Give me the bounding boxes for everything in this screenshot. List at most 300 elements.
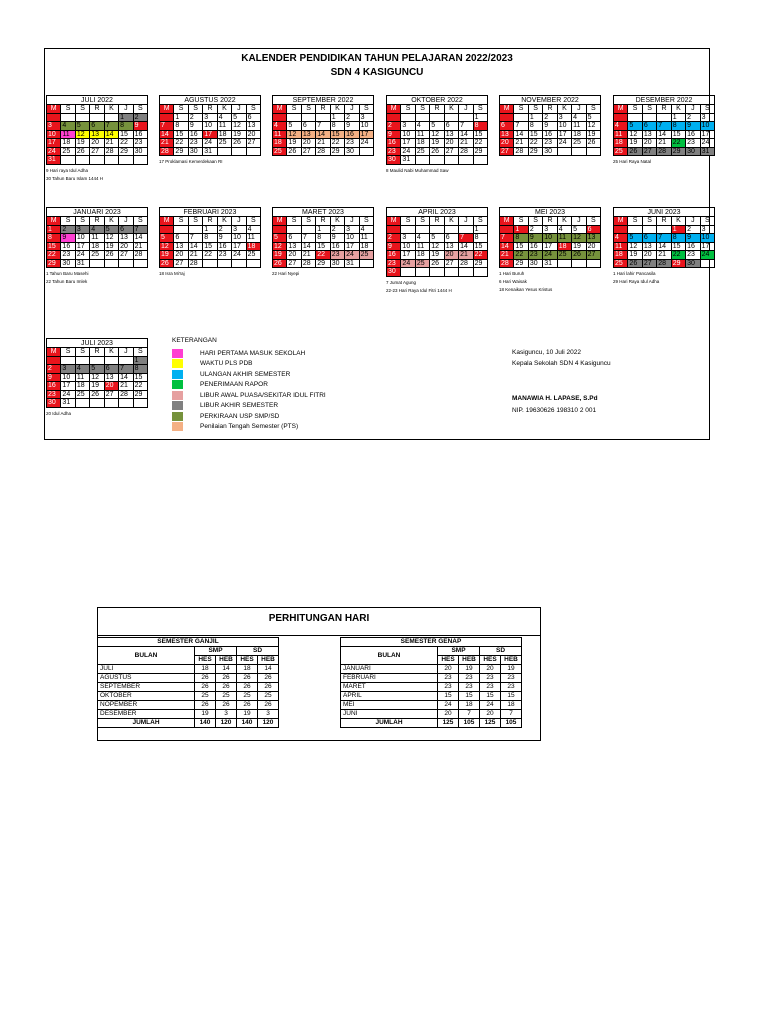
day-cell: 12 xyxy=(76,131,90,140)
day-cell: 4 xyxy=(360,226,374,235)
sd-header: SD xyxy=(237,647,279,656)
weekday-header: M xyxy=(500,217,514,226)
day-cell: 12 xyxy=(232,122,246,131)
legend-label: PERKIRAAN USP SMP/SD xyxy=(200,412,280,420)
day-cell: 1 xyxy=(514,226,528,235)
value-cell: 20 xyxy=(438,665,459,674)
day-cell: 18 xyxy=(61,139,75,148)
day-cell: 4 xyxy=(558,226,572,235)
empty-cell xyxy=(134,399,148,408)
day-cell: 24 xyxy=(47,148,61,157)
value-cell: 26 xyxy=(258,701,279,710)
weekday-header: S xyxy=(701,105,715,114)
day-cell: 26 xyxy=(587,139,601,148)
day-cell: 6 xyxy=(643,234,657,243)
empty-cell xyxy=(360,260,374,269)
weekday-header: R xyxy=(316,217,330,226)
day-cell: 25 xyxy=(218,139,232,148)
day-cell: 1 xyxy=(174,114,188,123)
total-cell: 140 xyxy=(195,719,216,728)
day-cell: 4 xyxy=(90,226,104,235)
day-cell: 11 xyxy=(416,243,430,252)
value-cell: 14 xyxy=(216,665,237,674)
day-cell: 1 xyxy=(474,226,488,235)
empty-cell xyxy=(247,148,261,157)
day-cell: 1 xyxy=(672,114,686,123)
legend-swatch xyxy=(172,422,183,431)
page-title: KALENDER PENDIDIKAN TAHUN PELAJARAN 2022/2023 xyxy=(241,53,513,64)
day-cell: 22 xyxy=(47,251,61,260)
day-cell: 18 xyxy=(360,243,374,252)
day-cell: 5 xyxy=(76,122,90,131)
day-cell: 26 xyxy=(287,148,301,157)
value-cell: 14 xyxy=(258,665,279,674)
day-cell: 15 xyxy=(331,131,345,140)
day-cell: 17 xyxy=(701,243,715,252)
empty-cell xyxy=(657,226,671,235)
day-cell: 24 xyxy=(76,251,90,260)
empty-cell xyxy=(628,114,642,123)
hes-header: HES xyxy=(237,656,258,665)
total-row xyxy=(341,719,522,728)
legend-swatch xyxy=(172,401,183,410)
legend-item xyxy=(172,359,326,370)
weekday-header: S xyxy=(701,217,715,226)
day-cell: 14 xyxy=(459,131,473,140)
day-cell: 29 xyxy=(514,260,528,269)
day-cell: 18 xyxy=(247,243,261,252)
day-cell: 19 xyxy=(587,131,601,140)
day-cell: 16 xyxy=(686,243,700,252)
value-cell: 26 xyxy=(237,674,258,683)
weekday-header: S xyxy=(643,217,657,226)
heb-header: HEB xyxy=(459,656,480,665)
day-cell: 8 xyxy=(331,122,345,131)
weekday-header: S xyxy=(587,105,601,114)
day-cell: 17 xyxy=(360,131,374,140)
hes-header: HES xyxy=(480,656,501,665)
day-cell: 24 xyxy=(360,139,374,148)
day-cell: 11 xyxy=(61,131,75,140)
value-cell: 15 xyxy=(459,692,480,701)
weekday-header: S xyxy=(287,105,301,114)
day-cell: 21 xyxy=(657,251,671,260)
month-cell: AGUSTUS xyxy=(98,674,195,683)
day-cell: 11 xyxy=(558,234,572,243)
legend-swatch xyxy=(172,380,183,389)
month-grid xyxy=(46,104,148,165)
day-cell: 25 xyxy=(247,251,261,260)
value-cell: 19 xyxy=(459,665,480,674)
holiday-note: 6 Hari Waisak xyxy=(499,279,527,284)
day-cell: 30 xyxy=(686,148,700,157)
day-cell: 20 xyxy=(287,251,301,260)
month-grid xyxy=(613,104,715,156)
day-cell: 10 xyxy=(701,234,715,243)
weekday-header: S xyxy=(401,217,415,226)
month-grid xyxy=(46,347,148,408)
value-cell: 23 xyxy=(480,683,501,692)
day-cell: 17 xyxy=(401,139,415,148)
day-cell: 9 xyxy=(686,234,700,243)
day-cell: 26 xyxy=(232,139,246,148)
weekday-header: S xyxy=(61,217,75,226)
legend-label: ULANGAN AKHIR SEMESTER xyxy=(200,370,291,378)
month-cell: JANUARI xyxy=(341,665,438,674)
day-cell: 4 xyxy=(572,114,586,123)
day-cell: 28 xyxy=(316,148,330,157)
value-cell: 7 xyxy=(501,710,522,719)
month-calendar xyxy=(613,207,715,286)
day-cell: 20 xyxy=(90,139,104,148)
value-cell: 20 xyxy=(480,710,501,719)
semester-ganjil-table xyxy=(97,637,279,728)
day-cell: 24 xyxy=(401,148,415,157)
day-cell: 8 xyxy=(316,234,330,243)
day-cell: 16 xyxy=(345,131,359,140)
month-calendar xyxy=(46,95,148,183)
empty-cell xyxy=(232,148,246,157)
day-cell: 6 xyxy=(90,122,104,131)
day-cell: 16 xyxy=(47,382,61,391)
day-cell: 10 xyxy=(360,122,374,131)
empty-cell xyxy=(445,268,459,277)
day-cell: 7 xyxy=(302,234,316,243)
day-cell: 14 xyxy=(189,243,203,252)
value-cell: 19 xyxy=(237,710,258,719)
day-cell: 8 xyxy=(203,234,217,243)
weekday-header: S xyxy=(401,105,415,114)
day-cell: 9 xyxy=(387,131,401,140)
weekday-header: K xyxy=(672,105,686,114)
day-cell: 9 xyxy=(387,243,401,252)
legend xyxy=(172,337,326,432)
bulan-header: BULAN xyxy=(341,647,438,665)
day-cell: 9 xyxy=(218,234,232,243)
month-cell: APRIL xyxy=(341,692,438,701)
empty-cell xyxy=(572,148,586,157)
day-cell: 12 xyxy=(105,234,119,243)
day-cell: 28 xyxy=(160,148,174,157)
day-cell: 23 xyxy=(189,139,203,148)
day-cell: 7 xyxy=(514,122,528,131)
empty-cell xyxy=(500,226,514,235)
day-cell: 31 xyxy=(203,148,217,157)
day-cell: 11 xyxy=(218,122,232,131)
empty-cell xyxy=(61,156,75,165)
day-cell: 11 xyxy=(273,131,287,140)
weekday-header: S xyxy=(529,217,543,226)
day-cell: 22 xyxy=(316,251,330,260)
day-cell: 13 xyxy=(105,374,119,383)
weekday-header: K xyxy=(558,105,572,114)
total-row xyxy=(98,719,279,728)
day-cell: 13 xyxy=(119,234,133,243)
holiday-note: 7 Jumat Agung xyxy=(386,279,417,285)
empty-cell xyxy=(174,226,188,235)
month-name: MEI 2023 xyxy=(499,207,601,216)
day-cell: 9 xyxy=(331,234,345,243)
weekday-header: S xyxy=(76,217,90,226)
day-cell: 8 xyxy=(134,365,148,374)
empty-cell xyxy=(90,399,104,408)
day-cell: 6 xyxy=(643,122,657,131)
day-cell: 31 xyxy=(76,260,90,269)
day-cell: 5 xyxy=(90,365,104,374)
day-cell: 6 xyxy=(287,234,301,243)
day-cell: 25 xyxy=(614,148,628,157)
empty-cell xyxy=(302,226,316,235)
day-cell: 7 xyxy=(500,234,514,243)
weekday-header: S xyxy=(174,105,188,114)
day-cell: 13 xyxy=(90,131,104,140)
day-cell: 29 xyxy=(331,148,345,157)
day-cell: 13 xyxy=(643,243,657,252)
holiday-note: 29 Hari Raya Idul Adha xyxy=(613,279,660,284)
weekday-header: M xyxy=(614,105,628,114)
legend-swatch xyxy=(172,391,183,400)
day-cell: 10 xyxy=(76,234,90,243)
day-cell: 9 xyxy=(345,122,359,131)
day-cell: 26 xyxy=(628,260,642,269)
weekday-header: S xyxy=(76,105,90,114)
day-cell: 31 xyxy=(543,260,557,269)
day-cell: 15 xyxy=(672,131,686,140)
day-cell: 15 xyxy=(514,243,528,252)
holiday-note: 1 Tahun Baru Masehi xyxy=(46,271,89,276)
day-cell: 4 xyxy=(61,122,75,131)
day-cell: 6 xyxy=(119,226,133,235)
day-cell: 11 xyxy=(90,234,104,243)
weekday-header: J xyxy=(686,217,700,226)
holiday-note: 8 Maulid Nabi Muhammad Saw xyxy=(386,167,449,173)
empty-cell xyxy=(76,156,90,165)
day-cell: 18 xyxy=(614,251,628,260)
weekday-header: S xyxy=(587,217,601,226)
month-name: JANUARI 2023 xyxy=(46,207,148,216)
signature-nip: NIP. 19630626 198310 2 001 xyxy=(512,407,597,414)
weekday-header: J xyxy=(572,217,586,226)
empty-cell xyxy=(401,114,415,123)
day-cell: 16 xyxy=(189,131,203,140)
day-cell: 26 xyxy=(430,260,444,269)
value-cell: 26 xyxy=(216,674,237,683)
weekday-header: K xyxy=(218,217,232,226)
day-cell: 9 xyxy=(686,122,700,131)
holiday-note: 20 Idul Adha xyxy=(46,410,72,416)
legend-label: WAKTU PLS PDB xyxy=(200,360,253,368)
day-cell: 31 xyxy=(345,260,359,269)
empty-cell xyxy=(203,260,217,269)
day-cell: 19 xyxy=(232,131,246,140)
day-cell: 23 xyxy=(543,139,557,148)
day-cell: 24 xyxy=(203,139,217,148)
day-cell: 20 xyxy=(445,139,459,148)
day-cell: 6 xyxy=(587,226,601,235)
day-cell: 11 xyxy=(572,122,586,131)
day-cell: 15 xyxy=(529,131,543,140)
day-cell: 9 xyxy=(529,234,543,243)
day-cell: 7 xyxy=(105,122,119,131)
empty-cell xyxy=(76,399,90,408)
empty-cell xyxy=(430,226,444,235)
day-cell: 24 xyxy=(345,251,359,260)
empty-cell xyxy=(643,114,657,123)
day-cell: 3 xyxy=(543,226,557,235)
empty-cell xyxy=(90,114,104,123)
day-cell: 5 xyxy=(232,114,246,123)
holiday-note: 25 Hari Raya Natal xyxy=(613,159,652,164)
day-cell: 20 xyxy=(587,243,601,252)
month-notes xyxy=(46,167,148,183)
day-cell: 27 xyxy=(174,260,188,269)
day-cell: 29 xyxy=(672,260,686,269)
day-cell: 19 xyxy=(430,251,444,260)
table-row xyxy=(98,692,279,701)
day-cell: 9 xyxy=(47,374,61,383)
legend-label: LIBUR AWAL PUASA/SEKITAR IDUL FITRI xyxy=(200,391,326,399)
day-cell: 10 xyxy=(232,234,246,243)
legend-swatch xyxy=(172,349,183,358)
empty-cell xyxy=(572,260,586,269)
empty-cell xyxy=(90,260,104,269)
value-cell: 26 xyxy=(216,683,237,692)
day-cell: 2 xyxy=(686,114,700,123)
empty-cell xyxy=(558,148,572,157)
weekday-header: M xyxy=(160,105,174,114)
day-cell: 15 xyxy=(474,131,488,140)
day-cell: 25 xyxy=(61,148,75,157)
holiday-note: 1 Hari lahir Pancasila xyxy=(613,271,656,276)
weekday-header: S xyxy=(514,217,528,226)
empty-cell xyxy=(416,268,430,277)
day-cell: 3 xyxy=(203,114,217,123)
month-cell: NOPEMBER xyxy=(98,701,195,710)
value-cell: 24 xyxy=(438,701,459,710)
empty-cell xyxy=(47,357,61,366)
day-cell: 12 xyxy=(273,243,287,252)
weekday-header: R xyxy=(90,348,104,357)
day-cell: 23 xyxy=(686,251,700,260)
weekday-header: S xyxy=(628,217,642,226)
total-label: JUMLAH xyxy=(341,719,438,728)
total-cell: 105 xyxy=(459,719,480,728)
day-cell: 21 xyxy=(119,382,133,391)
value-cell: 19 xyxy=(195,710,216,719)
month-cell: SEPTEMBER xyxy=(98,683,195,692)
day-cell: 18 xyxy=(218,131,232,140)
value-cell: 23 xyxy=(501,674,522,683)
day-cell: 15 xyxy=(474,243,488,252)
day-cell: 2 xyxy=(387,234,401,243)
day-cell: 6 xyxy=(105,365,119,374)
month-grid xyxy=(159,216,261,268)
day-cell: 15 xyxy=(174,131,188,140)
day-cell: 4 xyxy=(614,122,628,131)
day-cell: 28 xyxy=(105,148,119,157)
day-cell: 27 xyxy=(90,148,104,157)
day-cell: 17 xyxy=(558,131,572,140)
day-cell: 18 xyxy=(273,139,287,148)
day-cell: 15 xyxy=(119,131,133,140)
table-row xyxy=(341,665,522,674)
month-name: JULI 2023 xyxy=(46,338,148,347)
day-cell: 18 xyxy=(572,131,586,140)
day-cell: 20 xyxy=(445,251,459,260)
day-cell: 13 xyxy=(174,243,188,252)
empty-cell xyxy=(416,156,430,165)
weekday-header: R xyxy=(430,217,444,226)
day-cell: 5 xyxy=(587,114,601,123)
day-cell: 22 xyxy=(672,251,686,260)
weekday-header: K xyxy=(672,217,686,226)
day-cell: 29 xyxy=(529,148,543,157)
day-cell: 14 xyxy=(500,243,514,252)
weekday-header: S xyxy=(302,217,316,226)
holiday-note: 22-23 Hari Raya Idul Fitri 1444 H xyxy=(386,287,452,293)
total-cell: 125 xyxy=(480,719,501,728)
day-cell: 2 xyxy=(331,226,345,235)
weekday-header: S xyxy=(134,348,148,357)
month-notes xyxy=(386,167,488,175)
weekday-header: S xyxy=(247,105,261,114)
day-cell: 30 xyxy=(134,148,148,157)
value-cell: 3 xyxy=(216,710,237,719)
day-cell: 27 xyxy=(247,139,261,148)
day-cell: 29 xyxy=(119,148,133,157)
day-cell: 23 xyxy=(218,251,232,260)
weekday-header: R xyxy=(543,217,557,226)
day-cell: 15 xyxy=(316,243,330,252)
month-notes xyxy=(46,410,148,418)
weekday-header: R xyxy=(90,105,104,114)
empty-cell xyxy=(134,260,148,269)
empty-cell xyxy=(302,114,316,123)
value-cell: 23 xyxy=(501,683,522,692)
day-cell: 24 xyxy=(558,139,572,148)
month-name: JULI 2022 xyxy=(46,95,148,104)
weekday-header: S xyxy=(360,217,374,226)
day-cell: 18 xyxy=(416,139,430,148)
day-cell: 18 xyxy=(76,382,90,391)
empty-cell xyxy=(189,226,203,235)
total-cell: 140 xyxy=(237,719,258,728)
value-cell: 25 xyxy=(216,692,237,701)
holiday-note: 30 Tahun Baru Islam 1444 H xyxy=(46,175,103,181)
day-cell: 17 xyxy=(47,139,61,148)
holiday-note: 22 Tahun Baru Imlek xyxy=(46,279,88,284)
empty-cell xyxy=(90,156,104,165)
day-cell: 26 xyxy=(105,251,119,260)
empty-cell xyxy=(657,114,671,123)
value-cell: 23 xyxy=(459,683,480,692)
empty-cell xyxy=(514,114,528,123)
legend-item xyxy=(172,369,326,380)
day-cell: 19 xyxy=(273,251,287,260)
month-name: NOVEMBER 2022 xyxy=(499,95,601,104)
empty-cell xyxy=(387,226,401,235)
day-cell: 5 xyxy=(628,122,642,131)
legend-item xyxy=(172,411,326,422)
table-row xyxy=(341,701,522,710)
total-cell: 120 xyxy=(258,719,279,728)
weekday-header: M xyxy=(273,217,287,226)
sd-header: SD xyxy=(480,647,522,656)
empty-cell xyxy=(218,260,232,269)
day-cell: 11 xyxy=(76,374,90,383)
day-cell: 5 xyxy=(628,234,642,243)
day-cell: 22 xyxy=(672,139,686,148)
